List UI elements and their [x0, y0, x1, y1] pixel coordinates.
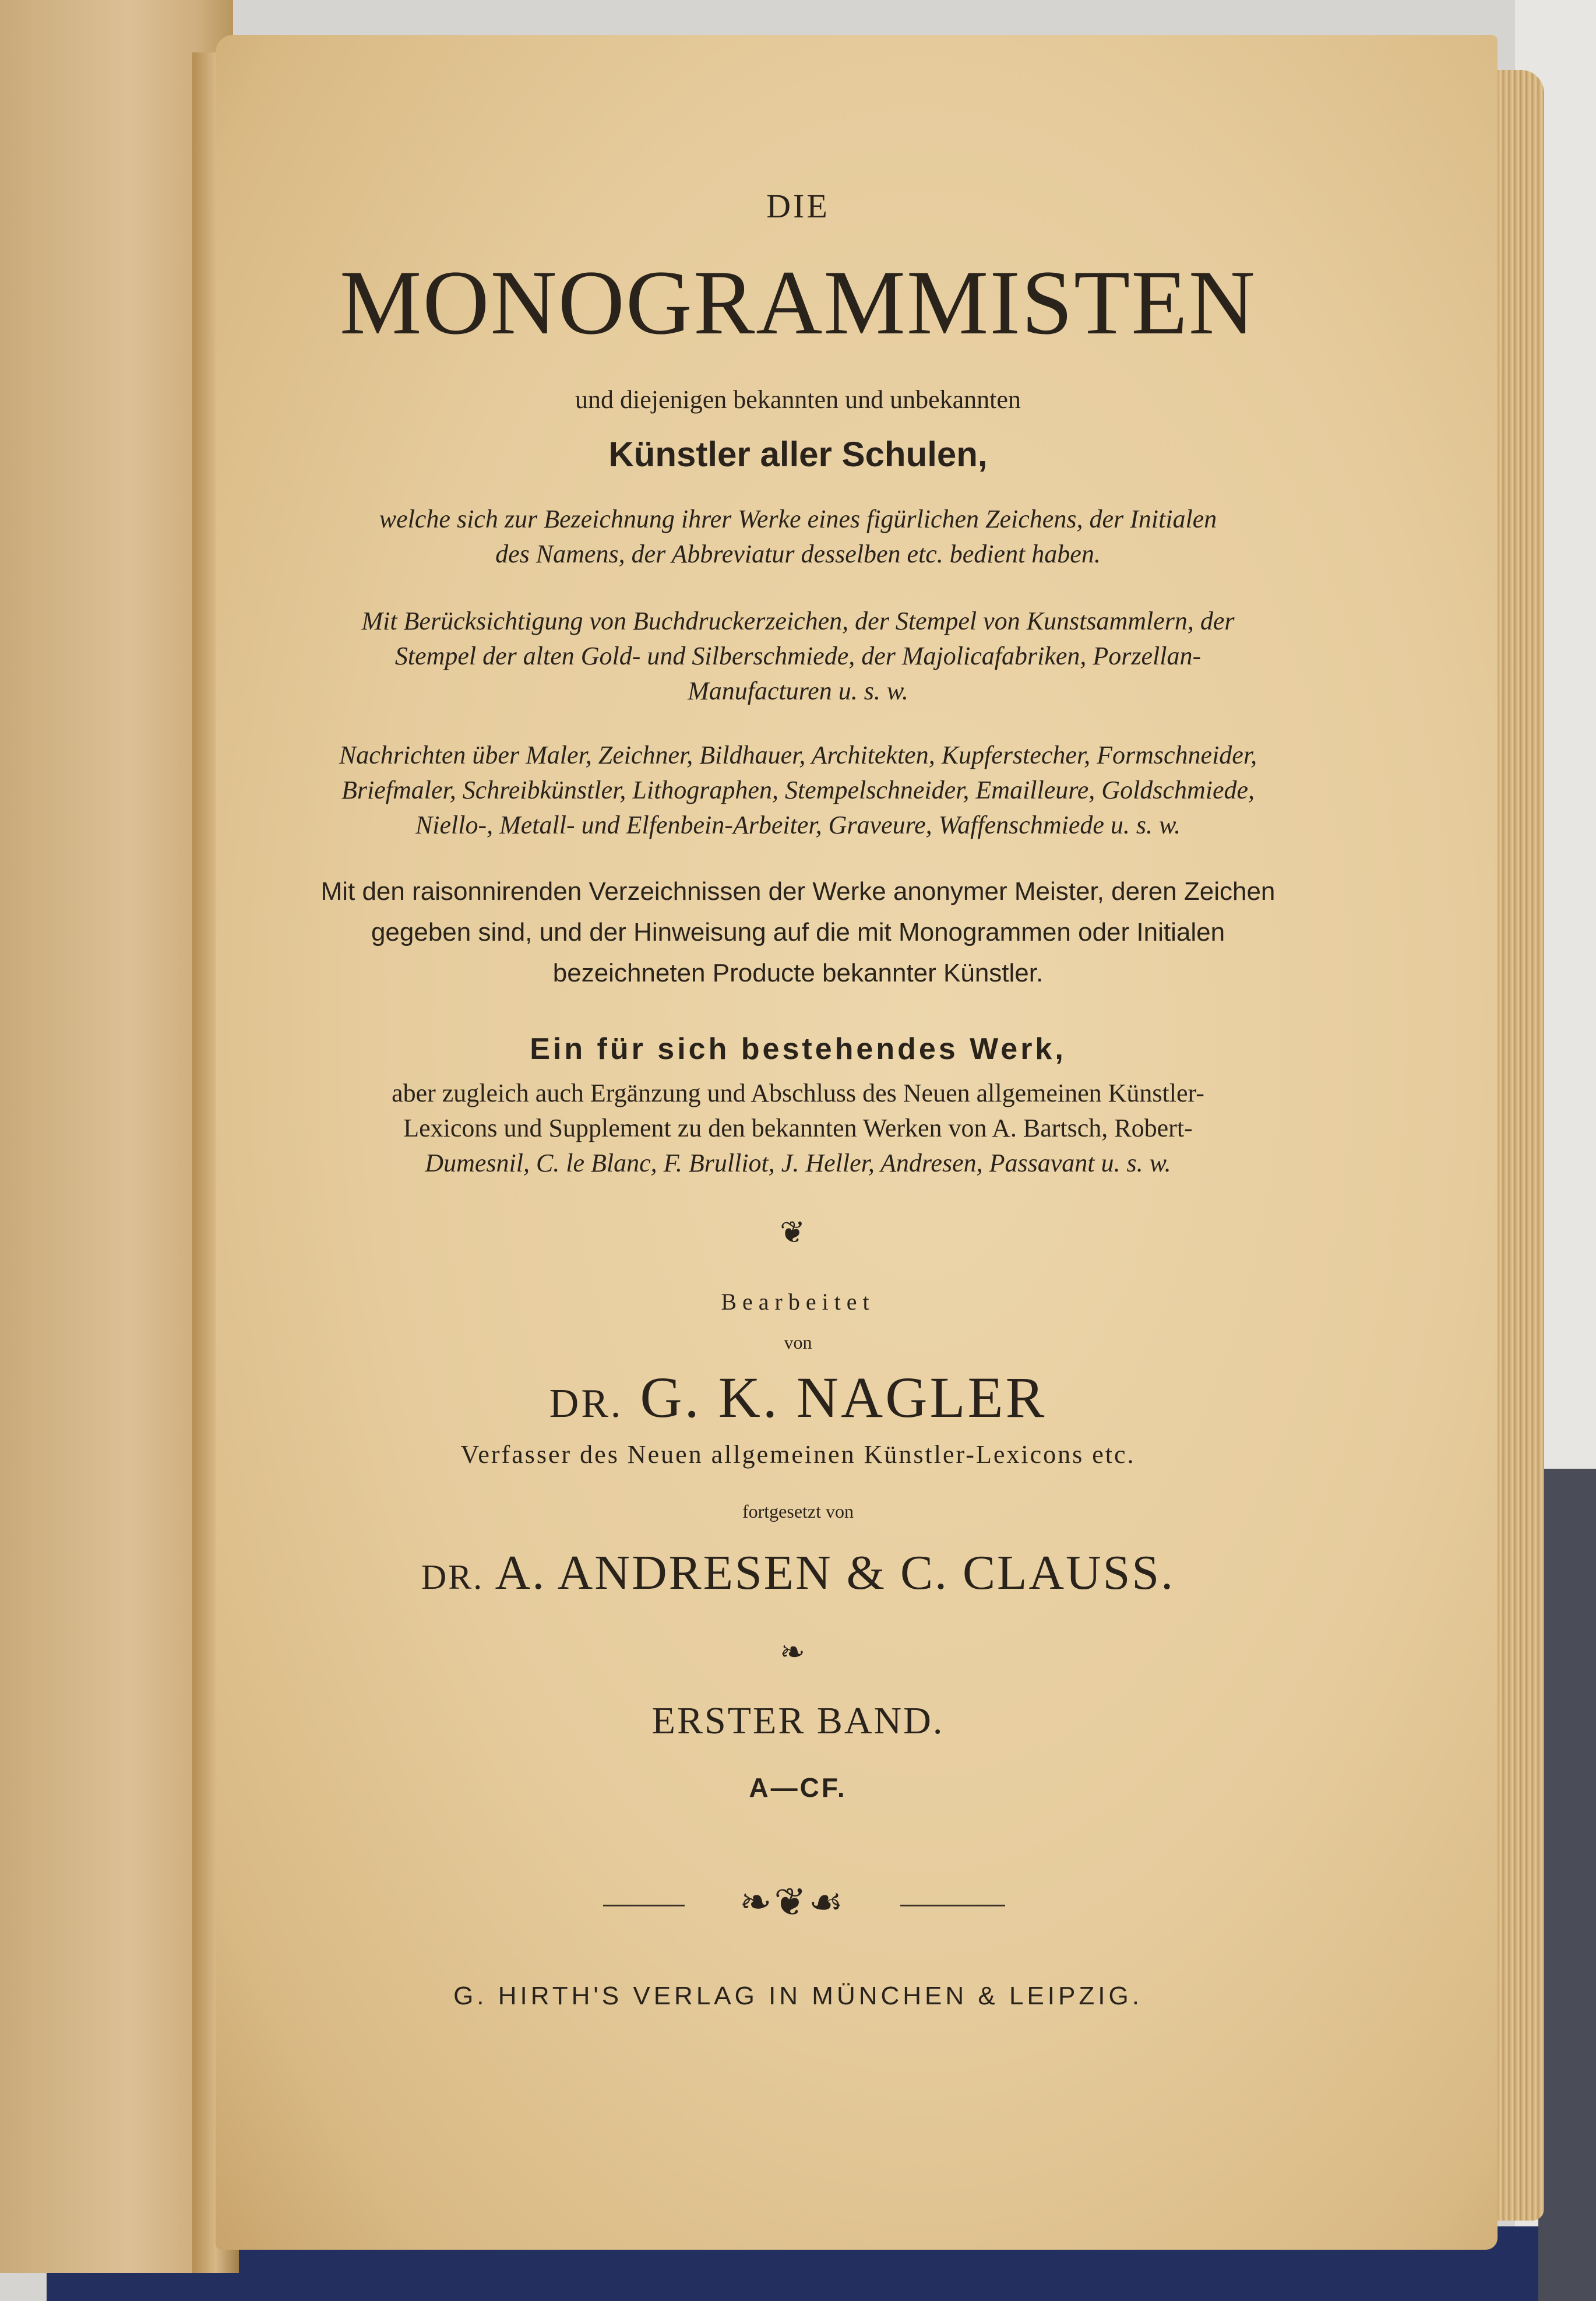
description-2b: Stempel der alten Gold- und Silberschmiede, der Majolicafabriken, Porzellan-: [394, 642, 1202, 670]
description-1a: welche sich zur Bezeichnung ihrer Werke eines figürlichen Zeichens, der Initialen: [379, 505, 1217, 533]
author-name: G. K. NAGLER: [640, 1365, 1047, 1430]
description-1b: des Namens, der Abbreviatur desselben etc. bedient haben.: [495, 540, 1101, 568]
description-2a: Mit Berücksichtigung von Buchdruckerzeichen, der Stempel von Kunstsammlern, der: [361, 607, 1235, 635]
werk-heading: Ein für sich bestehendes Werk,: [530, 1032, 1066, 1066]
ornament-fleuron-icon: ❦: [780, 1216, 805, 1250]
subtitle-line-2: Künstler aller Schulen,: [608, 435, 988, 474]
volume-range: A—CF.: [749, 1772, 847, 1803]
volume-label: ERSTER BAND.: [651, 1700, 945, 1742]
description-4c: bezeichneten Producte bekannter Künstler.: [552, 959, 1044, 987]
continuers-names: A. ANDRESEN & C. CLAUSS.: [495, 1546, 1175, 1600]
continuers-line: [0, 1544, 1596, 1601]
description-3b: Briefmaler, Schreibkünstler, Lithographen, Stempelschneider, Emailleure, Goldschmiede,: [341, 776, 1255, 804]
description-5b: Lexicons und Supplement zu den bekannten Werken von A. Bartsch, Robert-: [403, 1114, 1193, 1142]
description-4a: Mit den raisonnirenden Verzeichnissen der Werke anonymer Meister, deren Zeichen: [320, 877, 1276, 906]
description-5a: aber zugleich auch Ergänzung und Abschluss des Neuen allgemeinen Künstler-: [392, 1079, 1204, 1107]
continued-label: fortgesetzt von: [742, 1501, 854, 1522]
ornament-rule-right: [900, 1905, 1005, 1906]
publisher: G. HIRTH'S VERLAG IN MÜNCHEN & LEIPZIG.: [453, 1982, 1143, 2010]
subtitle-line-1: und diejenigen bekannten und unbekannten: [575, 385, 1021, 414]
description-2c: Manufacturen u. s. w.: [688, 677, 908, 705]
bearbeitet-label: Bearbeitet: [721, 1289, 875, 1315]
description-3c: Niello-, Metall- und Elfenbein-Arbeiter, Graveure, Waffenschmiede u. s. w.: [415, 811, 1181, 839]
ornament-rule-left: [603, 1905, 685, 1906]
description-3a: Nachrichten über Maler, Zeichner, Bildhauer, Architekten, Kupferstecher, Formschneider,: [339, 741, 1257, 769]
author-line: [0, 1364, 1596, 1431]
author-role: Verfasser des Neuen allgemeinen Künstler-Lexicons etc.: [460, 1440, 1136, 1469]
main-title: MONOGRAMMISTEN: [340, 252, 1256, 354]
description-5c: Dumesnil, C. le Blanc, F. Brulliot, J. Heller, Andresen, Passavant u. s. w.: [425, 1149, 1171, 1177]
ornament-scroll-icon: ❧❦☙: [739, 1881, 845, 1924]
author-title: DR.: [549, 1381, 623, 1426]
description-4b: gegeben sind, und der Hinweisung auf die mit Monogrammen oder Initialen: [371, 918, 1225, 947]
von-label: von: [784, 1332, 812, 1353]
ornament-leaf-icon: ❧: [780, 1636, 805, 1669]
continuers-title: DR.: [421, 1558, 484, 1596]
title-die: DIE: [766, 187, 830, 225]
